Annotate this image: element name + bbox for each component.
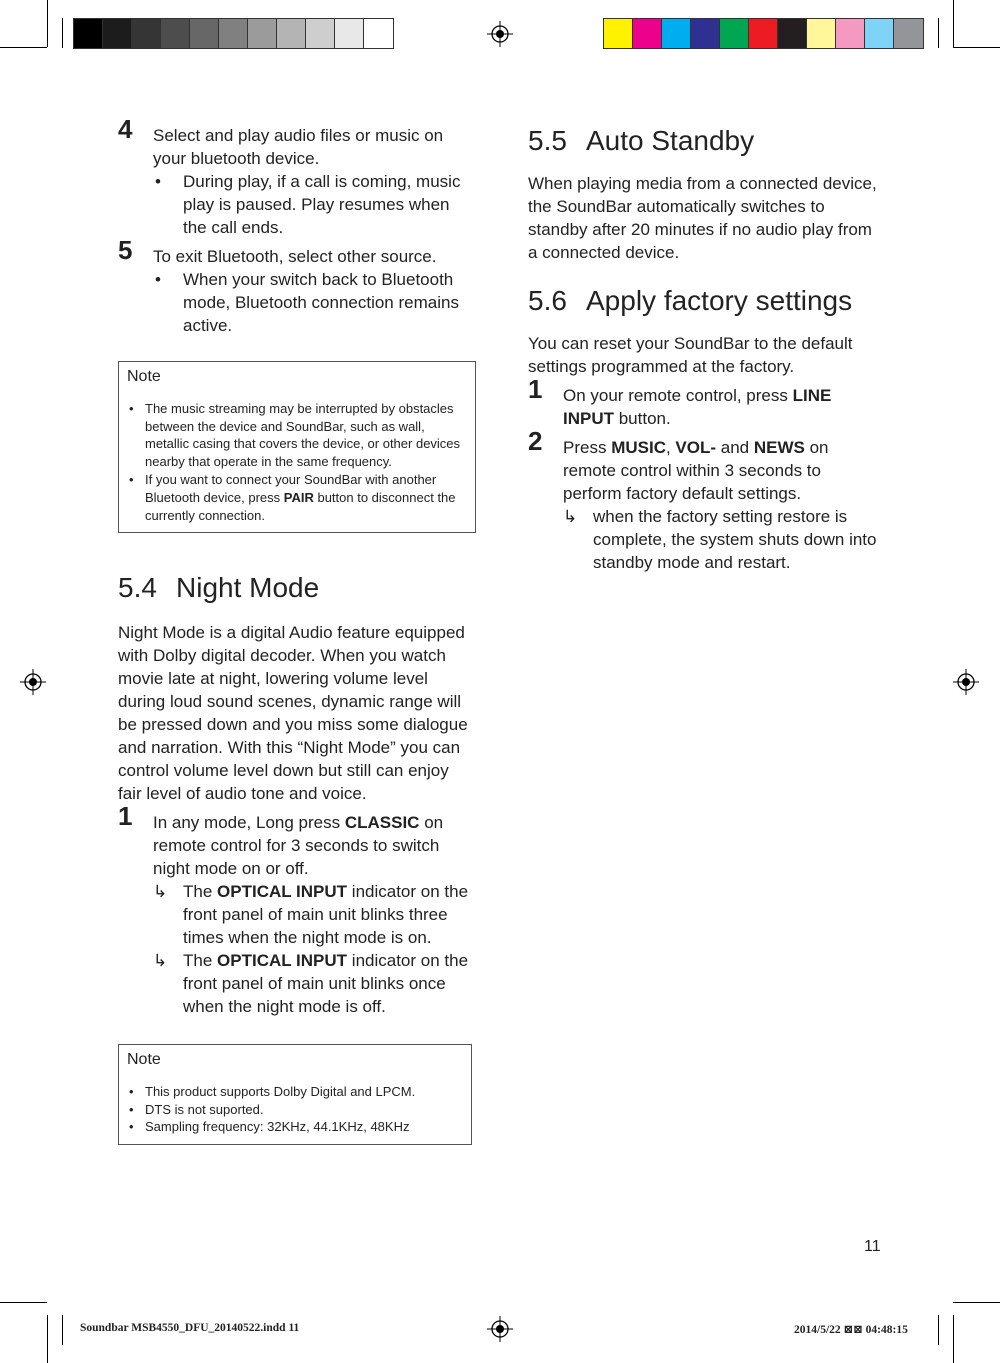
result-text: when the factory setting restore is complete, the system shuts down into standby mode and restart. [593,507,877,572]
step-text: On your remote control, press [563,386,793,405]
left-column [118,114,476,1145]
step-text: To exit Bluetooth, select other source. [153,247,437,266]
registration-mark-icon [487,21,513,47]
result-text: The [183,882,218,901]
section-number: 5.5 [528,125,567,156]
bullet-text: During play, if a call is coming, music play is paused. Play resumes when the call ends. [183,172,461,237]
section-heading-night-mode [118,571,476,605]
color-swatch [662,19,691,48]
color-swatch [749,19,778,48]
footer-timestamp: 2014/5/22 ⊠⊠ 04:48:15 [794,1324,908,1336]
bullet-item [153,170,476,239]
color-swatch [691,19,720,48]
step-4 [118,114,476,170]
result-arrow-icon: ↳ [153,951,168,970]
color-swatch [894,19,923,48]
note-text: Sampling frequency: 32KHz, 44.1KHz, 48KHz [145,1119,410,1135]
cmyk-color-bar [603,18,924,49]
note-text: DTS is not suported. [145,1101,264,1117]
step-number: 4 [118,114,133,144]
color-swatch [836,19,865,48]
result-arrow-icon: ↳ [153,882,168,901]
note-text: button to disconnect the currently connection. [145,489,456,523]
section-number: 5.4 [118,572,157,603]
note-text: This product supports Dolby Digital and LPCM. [145,1083,416,1099]
vol-minus-button-label: VOL- [675,438,717,457]
registration-mark-icon [487,1316,513,1342]
registration-mark-icon [953,669,979,695]
step-5 [118,235,476,268]
crop-mark [938,1315,939,1345]
grayscale-color-bar [73,18,394,49]
step-text: In any mode, Long press [153,813,345,832]
right-column [528,124,883,574]
crop-mark [953,1315,954,1363]
bullet-icon: • [129,471,134,487]
line-input-button-label: LINE INPUT [563,386,832,428]
crop-mark [0,1302,47,1303]
night-mode-paragraph: Night Mode is a digital Audio feature equipped with Dolby digital decoder. When you watch movie late at night, lowering volume level during loud sound scenes, dynamic range will be pressed down and you miss some dialogue and narration. With this “Night Mode” you can control volume level down but still can enjoy fair level of audio tone and voice. [118,623,468,803]
step-number: 1 [118,801,133,831]
step-text: on remote control for 3 seconds to switch night mode on or off. [153,813,444,878]
crop-mark [62,18,63,48]
color-swatch [364,19,393,48]
factory-settings-paragraph: You can reset your SoundBar to the default settings programmed at the factory. [528,334,853,376]
color-swatch [633,19,662,48]
bullet-icon: • [129,400,134,416]
auto-standby-paragraph: When playing media from a connected device, the SoundBar automatically switches to standby after 20 minutes if no audio play from a connected device. [528,174,877,262]
note-title: Note [127,1051,161,1068]
step-1 [118,801,476,880]
step-number: 1 [528,374,543,404]
bullet-icon: • [129,1101,134,1117]
page-number: 11 [864,1238,881,1255]
crop-mark [0,47,47,48]
crop-mark [62,1315,63,1345]
classic-button-label: CLASSIC [344,813,420,832]
step-text: , [665,438,676,457]
note-item [127,471,467,524]
result-item [563,505,883,574]
step-text: Press [563,438,612,457]
crop-mark [953,1302,1000,1303]
registration-mark-icon [20,669,46,695]
step-2 [528,426,883,505]
note-box [118,361,476,533]
section-heading-factory-settings [528,284,883,318]
bullet-item [153,268,476,337]
note-item [127,1083,463,1101]
crop-mark [47,0,48,47]
pair-button-label: PAIR [283,489,314,505]
color-swatch [74,19,103,48]
result-item [153,880,476,949]
color-swatch [335,19,364,48]
result-arrow-icon: ↳ [563,507,578,526]
note-title: Note [127,368,161,385]
step-number: 5 [118,235,133,265]
step-text: on remote control within 3 seconds to perform factory default settings. [563,438,829,503]
section-title: Night Mode [176,572,320,603]
color-swatch [720,19,749,48]
step-text: Select and play audio files or music on your bluetooth device. [153,126,444,168]
bullet-icon: • [129,1083,134,1099]
music-button-label: MUSIC [611,438,666,457]
crop-mark [938,18,939,48]
section-number: 5.6 [528,285,567,316]
step-text: button. [614,409,671,428]
note-item [127,1101,463,1119]
color-swatch [103,19,132,48]
section-title: Auto Standby [586,125,755,156]
color-swatch [306,19,335,48]
color-swatch [604,19,633,48]
note-item [127,1118,463,1136]
note-box [118,1044,472,1145]
note-text: The music streaming may be interrupted by obstacles between the device and SoundBar, such as wall, metallic casing that covers the device, or other devices nearby that operate in the same frequency. [145,400,461,470]
result-text: indicator on the front panel of main unit blinks three times when the night mode is on. [183,882,469,947]
color-swatch [190,19,219,48]
section-heading-auto-standby [528,124,883,158]
color-swatch [807,19,836,48]
note-text: If you want to connect your SoundBar with another Bluetooth device, press [145,471,437,505]
color-swatch [161,19,190,48]
color-swatch [778,19,807,48]
crop-mark [953,0,954,47]
footer-file-info: Soundbar MSB4550_DFU_20140522.indd 11 [80,1322,300,1334]
result-text: The [183,951,218,970]
bullet-icon: • [155,172,161,191]
section-title: Apply factory settings [586,285,853,316]
step-1 [528,374,883,430]
color-swatch [865,19,894,48]
note-item [127,400,467,471]
indicator-label: OPTICAL INPUT [217,882,348,901]
crop-mark [47,1315,48,1363]
color-swatch [132,19,161,48]
color-swatch [219,19,248,48]
bullet-icon: • [155,270,161,289]
result-text: indicator on the front panel of main unit blinks once when the night mode is off. [183,951,469,1016]
step-number: 2 [528,426,543,456]
news-button-label: NEWS [753,438,805,457]
bullet-text: When your switch back to Bluetooth mode, Bluetooth connection remains active. [183,270,459,335]
step-text: and [716,438,754,457]
color-swatch [248,19,277,48]
color-swatch [277,19,306,48]
result-item [153,949,476,1018]
bullet-icon: • [129,1119,134,1135]
crop-mark [953,47,1000,48]
indicator-label: OPTICAL INPUT [217,951,348,970]
